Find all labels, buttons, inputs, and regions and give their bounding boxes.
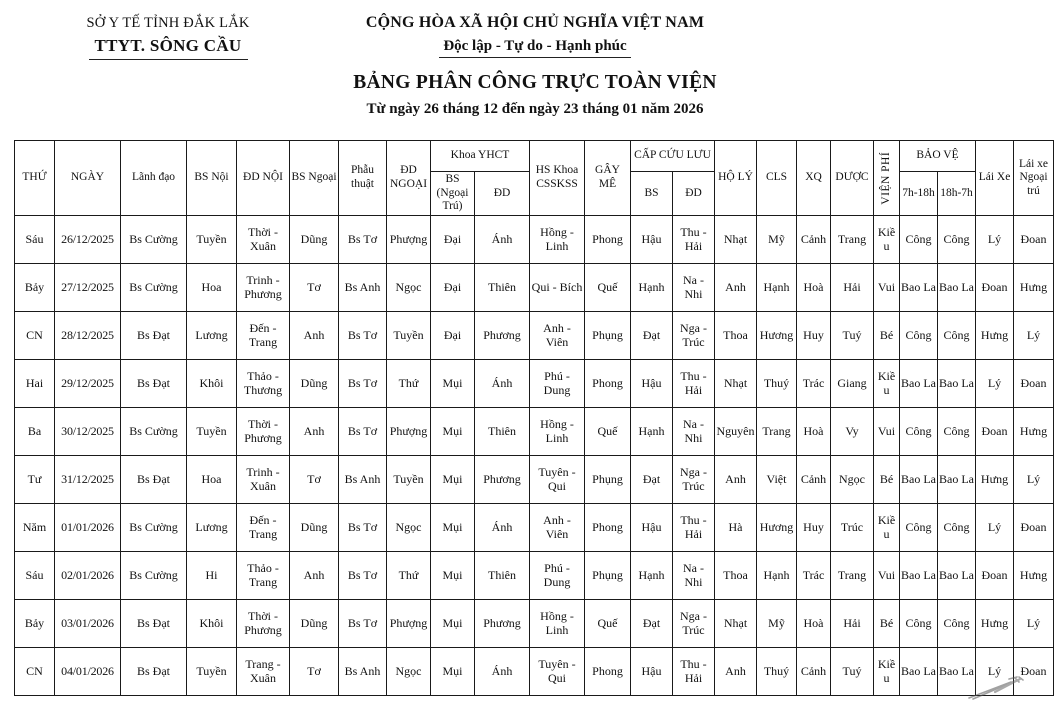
cell-bv-ngay: Bao La: [900, 359, 938, 407]
cell-dd-noi: Trang - Xuân: [237, 647, 290, 695]
cell-dd-ngoai: Ngọc: [387, 503, 431, 551]
cell-xq: Cảnh: [797, 455, 831, 503]
cell-thu: Ba: [15, 407, 55, 455]
cell-lanh-dao: Bs Cường: [121, 503, 187, 551]
org-unit-name: TTYT. SÔNG CẦU: [89, 35, 248, 59]
cell-ngay: 04/01/2026: [55, 647, 121, 695]
cell-ngay: 27/12/2025: [55, 263, 121, 311]
cell-yhct-dd: Ánh: [475, 215, 530, 263]
cell-dd-ngoai: Ngọc: [387, 647, 431, 695]
cell-bs-ngoai: Dũng: [290, 599, 339, 647]
table-row: [15, 551, 1054, 599]
cell-ccl-bs: Hậu: [631, 647, 673, 695]
cell-lanh-dao: Bs Cường: [121, 407, 187, 455]
cell-lanh-dao: Bs Cường: [121, 263, 187, 311]
cell-thu: Sáu: [15, 215, 55, 263]
cell-bv-ngay: Công: [900, 311, 938, 359]
cell-cls: Hương: [757, 503, 797, 551]
cell-bs-ngoai: Anh: [290, 407, 339, 455]
cell-ngay: 30/12/2025: [55, 407, 121, 455]
cell-lai-xe: Hưng: [976, 311, 1014, 359]
cell-ccl-bs: Hậu: [631, 215, 673, 263]
cell-thu: Sáu: [15, 551, 55, 599]
cell-duoc: Hải: [831, 263, 874, 311]
col-header-cls: CLS: [757, 141, 797, 216]
cell-phau-thuat: Bs Anh: [339, 263, 387, 311]
cell-cls: Thuý: [757, 647, 797, 695]
header-row-1: [15, 141, 1054, 172]
cell-ho-ly: Anh: [715, 647, 757, 695]
cell-vien-phi: Bé: [874, 311, 900, 359]
cell-bv-dem: Công: [938, 311, 976, 359]
cell-lai-xe: Hưng: [976, 599, 1014, 647]
cell-lanh-dao: Bs Đạt: [121, 599, 187, 647]
cell-bs-noi: Tuyền: [187, 215, 237, 263]
cell-lai-xe-ngoai-tru: Hưng: [1014, 263, 1054, 311]
cell-vien-phi: Kiều: [874, 215, 900, 263]
cell-lanh-dao: Bs Đạt: [121, 455, 187, 503]
table-row: [15, 599, 1054, 647]
cell-hs-khoa: Hồng - Linh: [530, 599, 585, 647]
cell-bv-dem: Bao La: [938, 359, 976, 407]
cell-hs-khoa: Hồng - Linh: [530, 407, 585, 455]
cell-ngay: 28/12/2025: [55, 311, 121, 359]
cell-ho-ly: Hà: [715, 503, 757, 551]
col-header-lai-xe-ngoai-tru: Lái xe Ngoại trú: [1014, 141, 1054, 216]
cell-lai-xe-ngoai-tru: Lý: [1014, 455, 1054, 503]
cell-bv-dem: Công: [938, 599, 976, 647]
cell-ngay: 26/12/2025: [55, 215, 121, 263]
cell-ho-ly: Nhạt: [715, 215, 757, 263]
cell-ccl-dd: Thu - Hải: [673, 359, 715, 407]
col-header-bs-noi: BS Nội: [187, 141, 237, 216]
cell-gay-me: Phụng: [585, 455, 631, 503]
cell-ccl-bs: Hậu: [631, 503, 673, 551]
cell-thu: Bảy: [15, 599, 55, 647]
cell-vien-phi: Bé: [874, 455, 900, 503]
cell-bv-dem: Công: [938, 215, 976, 263]
cell-dd-noi: Thảo - Thương: [237, 359, 290, 407]
cell-thu: Tư: [15, 455, 55, 503]
col-header-bs-ngoai: BS Ngoại: [290, 141, 339, 216]
cell-ho-ly: Nguyên: [715, 407, 757, 455]
cell-bv-ngay: Công: [900, 215, 938, 263]
cell-lai-xe-ngoai-tru: Hưng: [1014, 551, 1054, 599]
cell-lanh-dao: Bs Cường: [121, 551, 187, 599]
cell-thu: Bảy: [15, 263, 55, 311]
cell-yhct-dd: Thiên: [475, 407, 530, 455]
cell-vien-phi: Vui: [874, 407, 900, 455]
cell-vien-phi: Kiều: [874, 503, 900, 551]
cell-dd-ngoai: Phượng: [387, 599, 431, 647]
cell-yhct-dd: Phương: [475, 599, 530, 647]
table-body: [15, 215, 1054, 695]
cell-lai-xe: Lý: [976, 503, 1014, 551]
col-header-dd-ngoai: ĐD NGOẠI: [387, 141, 431, 216]
cell-dd-noi: Thảo - Trang: [237, 551, 290, 599]
col-header-ccl-dd: ĐD: [673, 172, 715, 216]
cell-lai-xe: Đoan: [976, 263, 1014, 311]
cell-yhct-dd: Thiên: [475, 263, 530, 311]
cell-ho-ly: Nhạt: [715, 359, 757, 407]
col-header-bv-7h-18h: 7h-18h: [900, 172, 938, 216]
cell-dd-noi: Đến - Trang: [237, 311, 290, 359]
national-motto: Độc lập - Tự do - Hạnh phúc: [439, 36, 630, 58]
cell-bs-ngoai: Anh: [290, 311, 339, 359]
cell-duoc: Tuý: [831, 647, 874, 695]
col-header-xq: XQ: [797, 141, 831, 216]
table-row: [15, 407, 1054, 455]
cell-hs-khoa: Tuyên - Qui: [530, 455, 585, 503]
cell-bs-noi: Hoa: [187, 263, 237, 311]
cell-xq: Huy: [797, 503, 831, 551]
cell-phau-thuat: Bs Tơ: [339, 503, 387, 551]
table-row: [15, 647, 1054, 695]
cell-thu: Năm: [15, 503, 55, 551]
cell-gay-me: Phụng: [585, 311, 631, 359]
cell-ccl-dd: Nga - Trúc: [673, 455, 715, 503]
cell-dd-noi: Trinh - Phương: [237, 263, 290, 311]
cell-xq: Cảnh: [797, 647, 831, 695]
cell-ngay: 29/12/2025: [55, 359, 121, 407]
cell-yhct-dd: Thiên: [475, 551, 530, 599]
cell-xq: Hoà: [797, 407, 831, 455]
cell-ho-ly: Thoa: [715, 311, 757, 359]
cell-dd-noi: Thời - Xuân: [237, 215, 290, 263]
cell-ccl-bs: Đạt: [631, 599, 673, 647]
col-header-cap-cuu-luu: CẤP CỨU LƯU: [631, 141, 715, 172]
cell-bs-noi: Lương: [187, 311, 237, 359]
cell-vien-phi: Kiều: [874, 359, 900, 407]
cell-bv-dem: Bao La: [938, 263, 976, 311]
cell-lai-xe: Lý: [976, 647, 1014, 695]
cell-phau-thuat: Bs Tơ: [339, 551, 387, 599]
col-header-bao-ve: BẢO VỆ: [900, 141, 976, 172]
cell-ho-ly: Anh: [715, 455, 757, 503]
cell-lai-xe: Hưng: [976, 455, 1014, 503]
cell-ccl-bs: Đạt: [631, 311, 673, 359]
cell-yhct-bs: Mụi: [431, 551, 475, 599]
cell-lai-xe-ngoai-tru: Lý: [1014, 311, 1054, 359]
cell-hs-khoa: Hồng - Linh: [530, 215, 585, 263]
cell-yhct-dd: Phương: [475, 455, 530, 503]
cell-lanh-dao: Bs Đạt: [121, 311, 187, 359]
duty-roster-table: [14, 140, 1054, 696]
cell-hs-khoa: Anh - Viên: [530, 503, 585, 551]
table-row: [15, 503, 1054, 551]
cell-bs-noi: Tuyền: [187, 407, 237, 455]
cell-gay-me: Phong: [585, 503, 631, 551]
cell-yhct-bs: Đại: [431, 263, 475, 311]
cell-dd-noi: Đến - Trang: [237, 503, 290, 551]
cell-ho-ly: Anh: [715, 263, 757, 311]
col-header-yhct-bs: BS (Ngoại Trú): [431, 172, 475, 216]
cell-ccl-bs: Hạnh: [631, 551, 673, 599]
cell-ccl-dd: Thu - Hải: [673, 503, 715, 551]
cell-yhct-bs: Mụi: [431, 407, 475, 455]
cell-ccl-dd: Nga - Trúc: [673, 311, 715, 359]
cell-bs-ngoai: Anh: [290, 551, 339, 599]
col-header-hs-khoa-csskss: HS Khoa CSSKSS: [530, 141, 585, 216]
table-row: [15, 215, 1054, 263]
cell-vien-phi: Bé: [874, 599, 900, 647]
cell-hs-khoa: Phú - Dung: [530, 359, 585, 407]
cell-xq: Trác: [797, 551, 831, 599]
cell-lai-xe: Lý: [976, 359, 1014, 407]
cell-hs-khoa: Qui - Bích: [530, 263, 585, 311]
cell-yhct-dd: Phương: [475, 311, 530, 359]
cell-duoc: Vy: [831, 407, 874, 455]
cell-bv-ngay: Bao La: [900, 263, 938, 311]
cell-lai-xe: Đoan: [976, 551, 1014, 599]
cell-lai-xe-ngoai-tru: Đoan: [1014, 647, 1054, 695]
org-department-name: SỞ Y TẾ TỈNH ĐẮK LẮK: [86, 15, 250, 31]
col-header-thu: THỨ: [15, 141, 55, 216]
cell-ccl-dd: Thu - Hải: [673, 647, 715, 695]
cell-dd-ngoai: Phượng: [387, 215, 431, 263]
cell-ccl-bs: Hạnh: [631, 263, 673, 311]
cell-cls: Mỹ: [757, 215, 797, 263]
cell-bs-ngoai: Dũng: [290, 503, 339, 551]
cell-bs-ngoai: Tơ: [290, 263, 339, 311]
cell-gay-me: Quế: [585, 263, 631, 311]
cell-phau-thuat: Bs Tơ: [339, 311, 387, 359]
cell-ngay: 03/01/2026: [55, 599, 121, 647]
cell-bs-noi: Tuyền: [187, 647, 237, 695]
cell-bs-noi: Hoa: [187, 455, 237, 503]
cell-hs-khoa: Phú - Dung: [530, 551, 585, 599]
col-header-bv-18h-7h: 18h-7h: [938, 172, 976, 216]
cell-bv-dem: Công: [938, 503, 976, 551]
cell-yhct-dd: Ánh: [475, 359, 530, 407]
cell-dd-ngoai: Thứ: [387, 359, 431, 407]
col-header-lanh-dao: Lãnh đạo: [121, 141, 187, 216]
cell-duoc: Ngọc: [831, 455, 874, 503]
cell-lanh-dao: Bs Đạt: [121, 647, 187, 695]
cell-lai-xe: Lý: [976, 215, 1014, 263]
cell-lai-xe-ngoai-tru: Đoan: [1014, 359, 1054, 407]
cell-bs-noi: Hi: [187, 551, 237, 599]
document-title-block: [270, 70, 800, 120]
cell-bv-dem: Bao La: [938, 455, 976, 503]
cell-lanh-dao: Bs Đạt: [121, 359, 187, 407]
cell-phau-thuat: Bs Tơ: [339, 407, 387, 455]
cell-ngay: 31/12/2025: [55, 455, 121, 503]
cell-bv-dem: Công: [938, 407, 976, 455]
cell-lai-xe-ngoai-tru: Đoan: [1014, 215, 1054, 263]
table-row: [15, 311, 1054, 359]
cell-ccl-dd: Na - Nhi: [673, 407, 715, 455]
cell-lai-xe-ngoai-tru: Lý: [1014, 599, 1054, 647]
cell-lai-xe-ngoai-tru: Hưng: [1014, 407, 1054, 455]
cell-bs-ngoai: Dũng: [290, 215, 339, 263]
cell-dd-ngoai: Ngọc: [387, 263, 431, 311]
cell-thu: CN: [15, 311, 55, 359]
table-row: [15, 263, 1054, 311]
cell-dd-noi: Thời - Phương: [237, 407, 290, 455]
cell-gay-me: Phong: [585, 647, 631, 695]
col-header-lai-xe: Lái Xe: [976, 141, 1014, 216]
col-header-dd-noi: ĐD NỘI: [237, 141, 290, 216]
cell-ccl-dd: Na - Nhi: [673, 551, 715, 599]
cell-duoc: Giang: [831, 359, 874, 407]
cell-duoc: Hải: [831, 599, 874, 647]
cell-bv-dem: Bao La: [938, 551, 976, 599]
cell-yhct-bs: Mụi: [431, 359, 475, 407]
cell-cls: Hạnh: [757, 551, 797, 599]
cell-ccl-dd: Na - Nhi: [673, 263, 715, 311]
cell-thu: Hai: [15, 359, 55, 407]
cell-ngay: 02/01/2026: [55, 551, 121, 599]
cell-dd-ngoai: Phượng: [387, 407, 431, 455]
cell-ccl-dd: Nga - Trúc: [673, 599, 715, 647]
handwritten-signature-icon: [965, 676, 1045, 702]
cell-ccl-bs: Hạnh: [631, 407, 673, 455]
cell-ccl-bs: Đạt: [631, 455, 673, 503]
cell-cls: Trang: [757, 407, 797, 455]
cell-bv-ngay: Công: [900, 599, 938, 647]
col-header-phau-thuat: Phẫu thuật: [339, 141, 387, 216]
country-name: CỘNG HÒA XÃ HỘI CHỦ NGHĨA VIỆT NAM: [365, 14, 705, 31]
cell-ccl-dd: Thu - Hải: [673, 215, 715, 263]
cell-gay-me: Quế: [585, 407, 631, 455]
cell-hs-khoa: Anh - Viên: [530, 311, 585, 359]
cell-bs-noi: Lương: [187, 503, 237, 551]
document-period: Từ ngày 26 tháng 12 đến ngày 23 tháng 01 năm 2026: [366, 101, 704, 118]
cell-yhct-bs: Đại: [431, 215, 475, 263]
table-row: [15, 359, 1054, 407]
col-header-yhct-dd: ĐD: [475, 172, 530, 216]
cell-phau-thuat: Bs Tơ: [339, 215, 387, 263]
cell-ho-ly: Thoa: [715, 551, 757, 599]
cell-duoc: Trúc: [831, 503, 874, 551]
cell-phau-thuat: Bs Anh: [339, 455, 387, 503]
cell-lai-xe-ngoai-tru: Đoan: [1014, 503, 1054, 551]
cell-yhct-bs: Mụi: [431, 647, 475, 695]
cell-yhct-bs: Mụi: [431, 503, 475, 551]
cell-duoc: Tuý: [831, 311, 874, 359]
cell-hs-khoa: Tuyên - Qui: [530, 647, 585, 695]
cell-duoc: Trang: [831, 215, 874, 263]
cell-dd-noi: Trinh - Xuân: [237, 455, 290, 503]
cell-duoc: Trang: [831, 551, 874, 599]
cell-thu: CN: [15, 647, 55, 695]
cell-cls: Việt: [757, 455, 797, 503]
cell-bs-ngoai: Dũng: [290, 359, 339, 407]
document-header: [0, 0, 1060, 128]
cell-bv-ngay: Công: [900, 503, 938, 551]
national-heading: [300, 12, 770, 58]
cell-cls: Thuý: [757, 359, 797, 407]
cell-bs-noi: Khôi: [187, 599, 237, 647]
cell-lai-xe: Đoan: [976, 407, 1014, 455]
cell-bs-noi: Khôi: [187, 359, 237, 407]
cell-bv-ngay: Bao La: [900, 551, 938, 599]
cell-bs-ngoai: Tơ: [290, 455, 339, 503]
cell-phau-thuat: Bs Tơ: [339, 599, 387, 647]
cell-vien-phi: Vui: [874, 263, 900, 311]
cell-bs-ngoai: Tơ: [290, 647, 339, 695]
col-header-khoa-yhct: Khoa YHCT: [431, 141, 530, 172]
cell-gay-me: Quế: [585, 599, 631, 647]
col-header-ccl-bs: BS: [631, 172, 673, 216]
table-row: [15, 455, 1054, 503]
cell-bv-ngay: Công: [900, 407, 938, 455]
cell-ho-ly: Nhạt: [715, 599, 757, 647]
cell-yhct-bs: Mụi: [431, 455, 475, 503]
col-header-duoc: DƯỢC: [831, 141, 874, 216]
cell-vien-phi: Kiều: [874, 647, 900, 695]
cell-xq: Hoà: [797, 599, 831, 647]
cell-yhct-dd: Ánh: [475, 647, 530, 695]
table-head: [15, 141, 1054, 216]
cell-xq: Cảnh: [797, 215, 831, 263]
cell-dd-ngoai: Tuyền: [387, 311, 431, 359]
cell-gay-me: Phụng: [585, 551, 631, 599]
cell-dd-ngoai: Thứ: [387, 551, 431, 599]
col-header-ho-ly: HỘ LÝ: [715, 141, 757, 216]
cell-cls: Mỹ: [757, 599, 797, 647]
cell-phau-thuat: Bs Anh: [339, 647, 387, 695]
cell-vien-phi: Vui: [874, 551, 900, 599]
cell-yhct-dd: Ánh: [475, 503, 530, 551]
page-title: BẢNG PHÂN CÔNG TRỰC TOÀN VIỆN: [353, 72, 717, 93]
cell-gay-me: Phong: [585, 359, 631, 407]
cell-dd-ngoai: Tuyền: [387, 455, 431, 503]
cell-bv-dem: Bao La: [938, 647, 976, 695]
col-header-ngay: NGÀY: [55, 141, 121, 216]
roster-table-container: [14, 140, 1054, 696]
cell-dd-noi: Thời - Phương: [237, 599, 290, 647]
cell-xq: Huy: [797, 311, 831, 359]
cell-bv-ngay: Bao La: [900, 455, 938, 503]
cell-xq: Trác: [797, 359, 831, 407]
cell-ccl-bs: Hậu: [631, 359, 673, 407]
cell-cls: Hạnh: [757, 263, 797, 311]
cell-ngay: 01/01/2026: [55, 503, 121, 551]
cell-lanh-dao: Bs Cường: [121, 215, 187, 263]
cell-cls: Hương: [757, 311, 797, 359]
cell-phau-thuat: Bs Tơ: [339, 359, 387, 407]
cell-yhct-bs: Mụi: [431, 599, 475, 647]
col-header-gay-me: GÂY MÊ: [585, 141, 631, 216]
cell-gay-me: Phong: [585, 215, 631, 263]
cell-xq: Hoà: [797, 263, 831, 311]
cell-bv-ngay: Bao La: [900, 647, 938, 695]
issuing-organization: [18, 14, 318, 60]
cell-yhct-bs: Đại: [431, 311, 475, 359]
col-header-vien-phi: VIỆN PHÍ: [874, 141, 900, 216]
